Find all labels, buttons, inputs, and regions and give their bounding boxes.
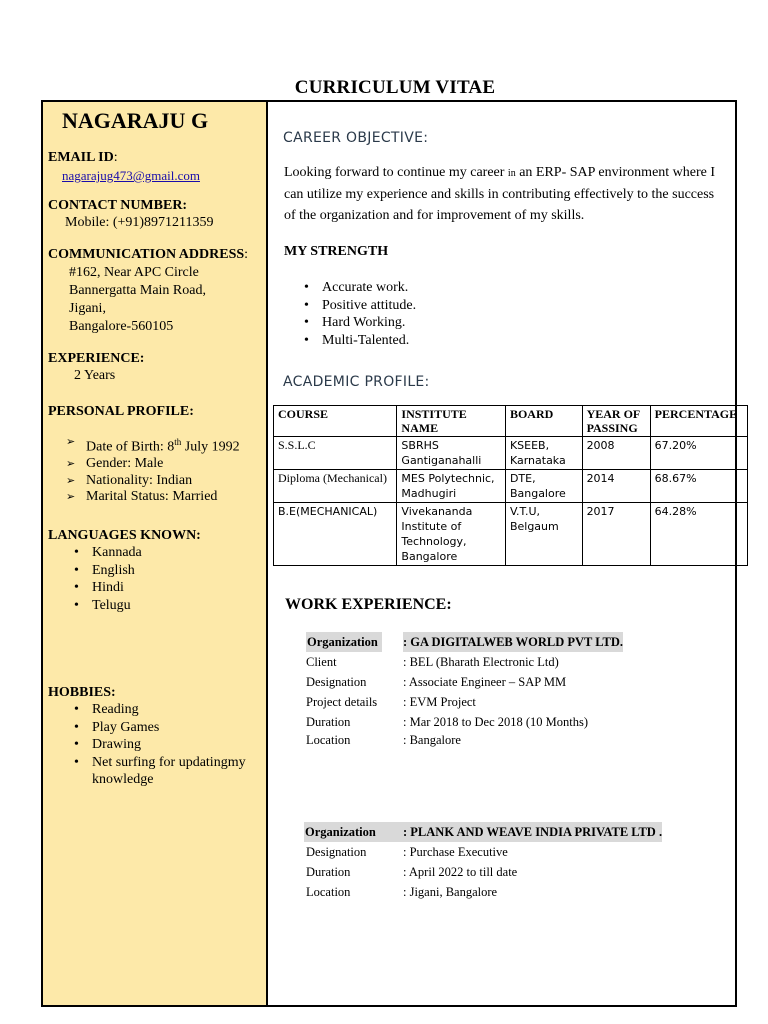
detail-value: : Purchase Executive bbox=[403, 845, 508, 859]
detail-value: : Mar 2018 to Dec 2018 (10 Months) bbox=[403, 715, 589, 729]
table-header-row bbox=[274, 406, 748, 437]
nationality-item: ➢ Nationality: Indian bbox=[60, 473, 263, 490]
strength-item: • Multi-Talented. bbox=[296, 332, 416, 350]
experience-label: EXPERIENCE: bbox=[48, 351, 145, 366]
dob-item: ➢ Date of Birth: 8th July 1992 bbox=[60, 434, 263, 456]
hobby-item: • Drawing bbox=[66, 736, 256, 754]
detail-label: Project details bbox=[306, 695, 378, 709]
board-cell: KSEEB, Karnataka bbox=[505, 437, 582, 470]
course-cell: S.S.L.C bbox=[274, 437, 397, 470]
detail-label: Location bbox=[306, 885, 351, 899]
gender-item: ➢ Gender: Male bbox=[60, 456, 263, 473]
language-item: • English bbox=[66, 562, 263, 580]
institute-cell: SBRHS Gantiganahalli bbox=[397, 437, 506, 470]
percentage-cell: 67.20% bbox=[650, 437, 747, 470]
strength-heading: MY STRENGTH bbox=[284, 244, 389, 259]
job-1 bbox=[306, 632, 726, 752]
experience-value: 2 Years bbox=[74, 368, 116, 383]
detail-label: Duration bbox=[306, 865, 351, 879]
job-2 bbox=[304, 822, 724, 902]
table-row bbox=[274, 503, 748, 566]
hobby-item: • Net surfing for updatingmy knowledge bbox=[66, 754, 256, 789]
year-cell: 2014 bbox=[582, 470, 650, 503]
candidate-name: NAGARAJU G bbox=[62, 108, 209, 133]
languages-section bbox=[48, 528, 263, 614]
address-line: Jigani, bbox=[69, 301, 106, 316]
course-cell: B.E(MECHANICAL) bbox=[274, 503, 397, 566]
detail-value: : April 2022 to till date bbox=[403, 865, 518, 879]
academic-profile-heading: ACADEMIC PROFILE: bbox=[283, 374, 430, 390]
detail-label: Duration bbox=[306, 715, 351, 729]
marital-status-item: ➢ Marital Status: Married bbox=[60, 489, 263, 506]
board-cell: V.T.U, Belgaum bbox=[505, 503, 582, 566]
email-colon: : bbox=[113, 150, 118, 165]
language-item: • Kannada bbox=[66, 544, 263, 562]
detail-value: : Associate Engineer – SAP MM bbox=[403, 675, 567, 689]
work-experience-heading: WORK EXPERIENCE: bbox=[285, 596, 452, 613]
document-title: CURRICULUM VITAE bbox=[294, 77, 496, 98]
strength-item: • Accurate work. bbox=[296, 279, 416, 297]
column-header: COURSE bbox=[274, 406, 397, 437]
institute-cell: Vivekananda Institute of Technology, Bangalore bbox=[397, 503, 506, 566]
detail-value: : EVM Project bbox=[403, 695, 476, 709]
career-objective-heading: CAREER OBJECTIVE: bbox=[283, 130, 429, 146]
career-objective-text: Looking forward to continue my career in an ERP- SAP environment where I can utilize my experience and skills in contributing effectively to the success of the organization and for improvement of my skills. bbox=[284, 165, 716, 223]
email-link[interactable]: nagarajug473@gmail.com bbox=[62, 168, 200, 183]
detail-value: : Jigani, Bangalore bbox=[403, 885, 498, 899]
year-cell: 2008 bbox=[582, 437, 650, 470]
languages-label: LANGUAGES KNOWN: bbox=[48, 528, 201, 543]
address-colon: : bbox=[244, 247, 249, 262]
column-header: BOARD bbox=[505, 406, 582, 437]
address-section bbox=[48, 246, 248, 336]
strength-item: • Hard Working. bbox=[296, 314, 416, 332]
personal-profile-section bbox=[48, 404, 263, 506]
address-line: #162, Near APC Circle bbox=[69, 265, 199, 280]
email-label: EMAIL ID bbox=[48, 150, 114, 165]
address-line: Bannergatta Main Road, bbox=[69, 283, 206, 298]
table-row bbox=[274, 437, 748, 470]
strength-item: • Positive attitude. bbox=[296, 297, 416, 315]
detail-label: Client bbox=[306, 655, 337, 669]
academic-table bbox=[273, 405, 748, 566]
hobby-item: • Play Games bbox=[66, 719, 256, 737]
organization-name: : GA DIGITALWEB WORLD PVT LTD. bbox=[403, 632, 623, 652]
hobby-item: • Reading bbox=[66, 701, 256, 719]
board-cell: DTE, Bangalore bbox=[505, 470, 582, 503]
address-line: Bangalore-560105 bbox=[69, 319, 174, 334]
strength-list bbox=[296, 279, 416, 349]
percentage-cell: 64.28% bbox=[650, 503, 747, 566]
column-header: INSTITUTE NAME bbox=[397, 406, 506, 437]
experience-section bbox=[48, 351, 144, 385]
organization-name: : PLANK AND WEAVE INDIA PRIVATE LTD . bbox=[403, 822, 662, 842]
detail-value: : Bangalore bbox=[403, 733, 461, 747]
email-section bbox=[48, 149, 200, 184]
detail-value: : BEL (Bharath Electronic Ltd) bbox=[403, 655, 559, 669]
detail-label: Designation bbox=[306, 675, 367, 689]
language-item: • Hindi bbox=[66, 579, 263, 597]
organization-label: Organization bbox=[306, 632, 382, 652]
contact-section bbox=[48, 198, 214, 232]
address-label: COMMUNICATION ADDRESS bbox=[48, 247, 245, 262]
language-item: • Telugu bbox=[66, 597, 263, 615]
column-header: YEAR OF PASSING bbox=[582, 406, 650, 437]
table-row bbox=[274, 470, 748, 503]
column-header: PERCENTAGE bbox=[650, 406, 747, 437]
percentage-cell: 68.67% bbox=[650, 470, 747, 503]
contact-label: CONTACT NUMBER: bbox=[48, 198, 188, 213]
institute-cell: MES Polytechnic, Madhugiri bbox=[397, 470, 506, 503]
hobbies-section bbox=[48, 685, 263, 789]
detail-label: Location bbox=[306, 733, 351, 747]
course-cell: Diploma (Mechanical) bbox=[274, 470, 397, 503]
detail-label: Designation bbox=[306, 845, 367, 859]
personal-profile-label: PERSONAL PROFILE: bbox=[48, 404, 194, 419]
organization-label: Organization bbox=[304, 822, 403, 842]
hobbies-label: HOBBIES: bbox=[48, 685, 116, 700]
mobile-number: Mobile: (+91)8971211359 bbox=[65, 215, 214, 230]
year-cell: 2017 bbox=[582, 503, 650, 566]
